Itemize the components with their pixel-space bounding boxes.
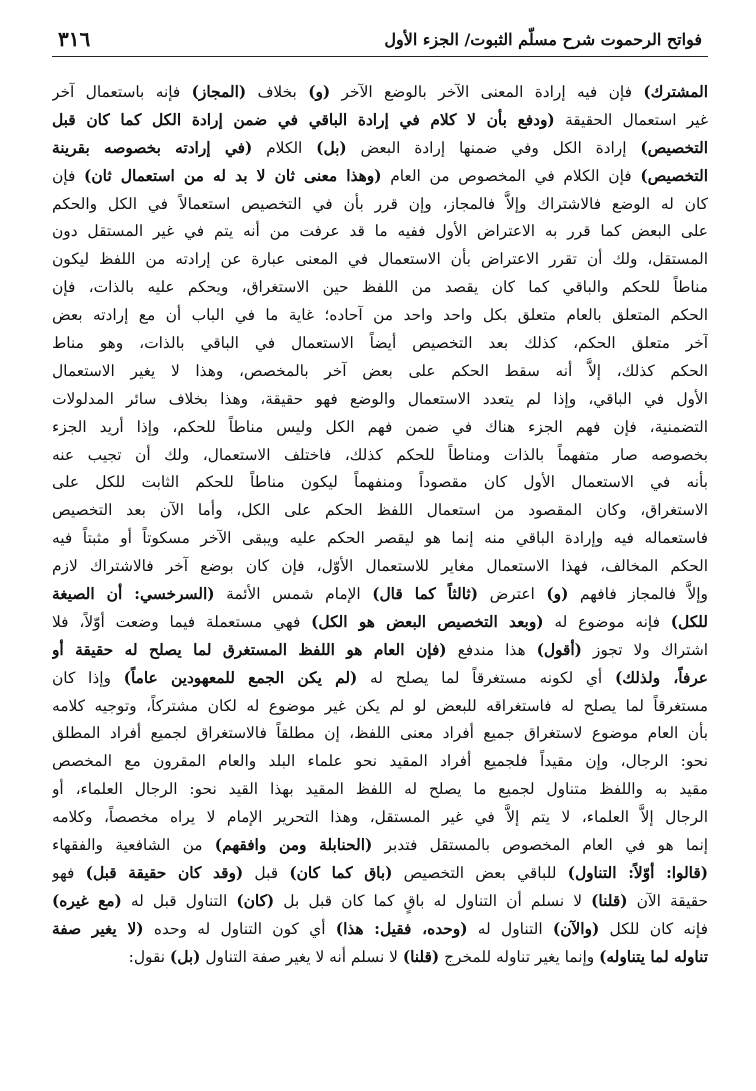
commentary-text: الاستغراق، وكان المقصود من استعمال اللفظ الحكم على الكل، وأما الآن بعد التخصيص	[52, 501, 708, 520]
text-line	[52, 916, 708, 944]
bold-quote: التخصيص)	[640, 166, 708, 185]
commentary-text: غير استعمال الحقيقة	[554, 110, 708, 129]
bold-quote: (في إرادته بخصوصه بقرينة	[52, 138, 253, 157]
commentary-text: إنما هو في العام المخصوص بالمستقل فتدبر	[372, 836, 708, 855]
bold-quote: (ودفع بأن لا كلام في إرادة الباقي في ضمن إرادة الكل كما كان قبل	[52, 110, 555, 129]
text-line	[52, 553, 708, 581]
commentary-text: قبل	[243, 863, 290, 882]
bold-quote: (باق كما كان)	[289, 863, 393, 882]
text-line	[52, 860, 708, 888]
commentary-text: فإن	[52, 166, 85, 185]
running-header	[52, 22, 708, 57]
text-line	[52, 414, 708, 442]
text-line	[52, 107, 708, 135]
text-line	[52, 720, 708, 748]
bold-quote: (وقد كان حقيقة قبل)	[85, 863, 244, 882]
commentary-text: أي لكونه مستغرقاً لما يصلح له	[357, 668, 615, 687]
commentary-text: وإنما يغير تناوله للمخرج	[439, 947, 600, 966]
bold-quote: (لم يكن الجمع للمعهودين عاماً)	[123, 668, 358, 687]
bold-quote: (مع غيره)	[52, 891, 122, 910]
commentary-text: التناول قبل له	[121, 891, 237, 910]
commentary-text: الإمام شمس الأئمة	[214, 585, 373, 604]
commentary-text: آخر متعلق الحكم، كذلك بعد التخصيص أيضاً الاستعمال في الباقي بالذات، وهو مناط	[52, 334, 708, 353]
page-number: ٣١٦	[58, 27, 91, 51]
bold-quote: (لا يغير صفة	[52, 919, 144, 938]
text-line	[52, 469, 708, 497]
commentary-text: الكلام	[252, 138, 317, 157]
text-line	[52, 191, 708, 219]
commentary-text: بخلاف	[246, 83, 309, 101]
bold-quote: (أقول)	[536, 640, 582, 659]
text-line	[52, 832, 708, 860]
text-line	[52, 163, 708, 191]
book-page	[52, 22, 708, 1072]
bold-quote: (وبعد التخصيص البعض هو الكل)	[311, 612, 544, 631]
commentary-text: إرادة الكل وفي ضمنها إرادة البعض	[346, 138, 641, 157]
commentary-text: اعترض	[478, 585, 547, 604]
commentary-text: فإنه باستعمال آخر	[52, 83, 192, 101]
commentary-text: وإلاَّ فالمجاز فافهم	[568, 585, 708, 604]
bold-quote: تناوله لما يتناوله)	[599, 947, 708, 966]
text-line	[52, 525, 708, 553]
commentary-text: الرجال إلاَّ العلماء، لا يتم إلاَّ في غير المستقل، وهذا التحرير الإمام لا يراه مخصصاً، وكلامه	[52, 808, 708, 827]
bold-quote: (ثالثاً كما قال)	[372, 585, 478, 604]
bold-quote: عرفاً، ولذلك)	[614, 668, 708, 687]
bold-quote: (قلنا)	[591, 891, 628, 910]
text-line	[52, 581, 708, 609]
text-line	[52, 609, 708, 637]
bold-quote: (و)	[546, 585, 569, 604]
commentary-text: المستقل، ولك أن تقرر الاعتراض بأن الاستعمال في المعنى عبارة عن إرادته من اللفظ ليكون	[52, 250, 708, 269]
commentary-text: فهي مستعملة فيما وضعت أوّلاً، فلا	[52, 612, 312, 631]
bold-quote: (وحده، فقيل: هذا)	[335, 919, 468, 938]
commentary-text: فإن فيه إرادة المعنى الآخر بالوضع الآخر	[330, 83, 644, 101]
text-line	[52, 302, 708, 330]
commentary-text: التناول له	[467, 919, 553, 938]
text-line	[52, 637, 708, 665]
commentary-text: فإنه موضوع له	[543, 612, 671, 631]
commentary-text: التضمنية، فإن فهم الجزء هناك في ضمن فهم الكل وليس مناطاً للحكم، وإذا أريد الجزء	[52, 417, 708, 436]
text-line	[52, 358, 708, 386]
text-line	[52, 748, 708, 776]
commentary-text: على البعض كما قرر به الاعتراض الأول ففيه ما قد عرفت من أنه يتم في غير المستقل دون	[52, 222, 708, 241]
commentary-text: لا نسلم أنه لا يغير صفة التناول	[200, 947, 403, 966]
text-line	[52, 79, 708, 107]
text-line	[52, 804, 708, 832]
text-line	[52, 944, 708, 972]
text-line	[52, 442, 708, 470]
text-line	[52, 330, 708, 358]
bold-quote: (بل)	[316, 138, 347, 157]
text-line	[52, 693, 708, 721]
bold-quote: (قلنا)	[402, 947, 440, 966]
commentary-text: نحو: الرجال، وإن مقيداً فلجميع أفراد المقيد نحو علماء البلد والعام المقرون مع المخصص	[52, 752, 708, 771]
commentary-text: اشتراك ولا تجوز	[581, 640, 708, 659]
commentary-text: بأن العام موضوع لاستغراق جميع أفراد معنى اللفظ، إن مطلقاً فالاستغراق لجميع أفراد المطلق	[52, 724, 708, 743]
commentary-text: أي كون التناول له وحده	[143, 919, 336, 938]
commentary-text: لا نسلم أن التناول له باقٍ كما كان قبل بل	[274, 891, 592, 910]
text-line	[52, 776, 708, 804]
bold-quote: (والآن)	[552, 919, 600, 938]
commentary-text: للباقي بعض التخصيص	[392, 863, 568, 882]
text-line	[52, 218, 708, 246]
bold-quote: المشترك)	[643, 83, 708, 101]
bold-quote: (وهذا معنى ثان لا بد له من استعمال ثان)	[84, 166, 382, 185]
running-title: فواتح الرحموت شرح مسلّم الثبوت/ الجزء الأول	[384, 29, 702, 49]
bold-quote: التخصيص)	[640, 138, 708, 157]
commentary-text: الحكم كذلك، إلاَّ أنه سقط الحكم على بعض آخر بالمخصص، وهذا لا يغير الاستعمال	[52, 361, 708, 380]
commentary-text: نقول:	[128, 947, 170, 966]
text-line	[52, 497, 708, 525]
commentary-text: وإذا كان	[52, 668, 124, 687]
text-line	[52, 888, 708, 916]
commentary-text: حقيقة الآن	[627, 891, 708, 910]
commentary-text: مستغرقاً لما يصلح له فاستغراقه للبعض لو لم يكن غير موضوع له لكان مشتركاً، وتوجيه كلامه	[52, 696, 708, 715]
commentary-text: الأول في الباقي، وإذا لم يتعدد الاستعمال والوضع فهو حقيقة، وهذا بخلاف سائر المدلولات	[52, 389, 708, 408]
commentary-text: فهو	[52, 863, 86, 882]
bold-quote: (قالوا: أوّلاً: التناول)	[567, 863, 708, 882]
commentary-text: فاستعماله فيه وإرادة الباقي منه إنما هو ليقصر الحكم عليه ويبقى الآخر مسكوتاً أو مثبتاً فيه	[52, 529, 708, 548]
text-line	[52, 274, 708, 302]
text-line	[52, 135, 708, 163]
commentary-text: من الشافعية والفقهاء	[52, 836, 215, 855]
body-text	[52, 79, 708, 972]
bold-quote: (الحنابلة ومن وافقهم)	[214, 836, 373, 855]
commentary-text: فإن الكلام في المخصوص من العام	[381, 166, 641, 185]
bold-quote: (كان)	[236, 891, 275, 910]
commentary-text: هذا مندفع	[446, 640, 537, 659]
commentary-text: بخصوصه صار متفهماً بالذات ومناطاً للحكم كذلك، فاختلف الاستعمال، ولك أن تجيب عنه	[52, 445, 708, 464]
bold-quote: (فإن العام هو اللفظ المستغرق لما يصلح له حقيقة أو	[52, 640, 447, 659]
commentary-text: مناطاً للحكم والباقي كما كان يقصد من اللفظ حين الاستغراق، ويحكم عليه بالذات، فإن	[52, 278, 708, 297]
bold-quote: (بل)	[169, 947, 201, 966]
commentary-text: فإنه كان للكل	[599, 919, 708, 938]
bold-quote: (السرخسي: أن الصيغة	[52, 585, 215, 604]
commentary-text: مقيد به واللفظ متناول لجميع ما يصلح له اللفظ المقيد بهذا القيد نحو: الرجال العلماء، أو	[52, 780, 708, 799]
text-line	[52, 386, 708, 414]
commentary-text: الحكم المخالف، فهذا الاستعمال مغاير للاستعمال الأوّل، فإن كان بوضع آخر فالاشتراك لازم	[52, 557, 708, 576]
bold-quote: (و)	[308, 83, 331, 101]
commentary-text: الحكم المتعلق بالعام متعلق بكل واحد واحد من آحاده؛ غاية ما في الباب أن مع إرادته بعض	[52, 306, 708, 325]
bold-quote: للكل)	[670, 612, 708, 631]
commentary-text: بأنه في الاستعمال الأول كان مقصوداً ومنفهماً ليكون مناطاً للحكم الثابت للكل على	[52, 473, 708, 492]
bold-quote: (المجاز)	[191, 83, 247, 101]
text-line	[52, 665, 708, 693]
commentary-text: كان له الوضع فالاشتراك وإلاَّ فالمجاز، وإن قرر بأن في التخصيص استعمالاً في الكل والحكم	[52, 194, 708, 213]
text-line	[52, 246, 708, 274]
